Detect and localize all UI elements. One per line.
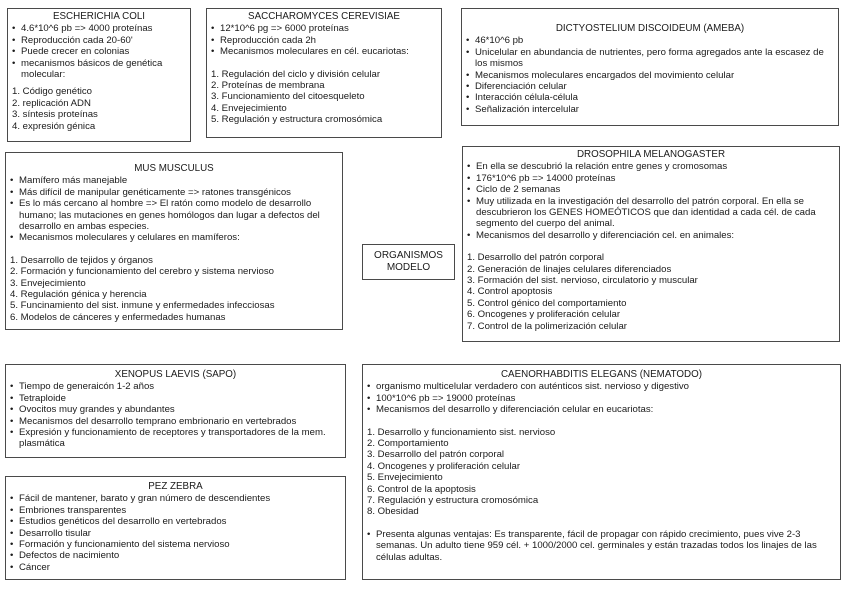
numbered-list <box>12 86 186 132</box>
list-item: 3. Formación del sist. nervioso, circulatorio y muscular <box>467 275 698 287</box>
numbered-list <box>367 427 836 518</box>
list-item: 4. Control apoptosis <box>467 286 553 298</box>
numbered-list <box>10 255 338 323</box>
box-title: MUS MUSCULUS <box>134 163 214 174</box>
central-node-line: MODELO <box>386 262 431 273</box>
bullet-list <box>466 35 834 115</box>
bullet-item: • Fácil de mantener, barato y gran número de descendientes <box>10 493 341 504</box>
list-item: 1. Código genético <box>12 86 93 98</box>
central-node-line: ORGANISMOS <box>374 250 443 261</box>
bullet-item: • Es lo más cercano al hombre => El ratón como modelo de desarrollo humano; las mutaciones en genes homólogos dan lugar a defectos del desarrollo en ambas especies. <box>10 198 338 232</box>
bullet-item: • 176*10^6 pb => 14000 proteínas <box>467 173 835 184</box>
list-item: 3. Envejecimiento <box>10 277 86 289</box>
list-item: 2. replicación ADN <box>12 97 91 109</box>
list-item: 4. Regulación génica y herencia <box>10 289 147 301</box>
list-item: 3. Desarrollo del patrón corporal <box>367 449 505 461</box>
box-mus-musculus <box>5 152 343 330</box>
bullet-list <box>367 529 836 563</box>
list-item: 2. Generación de linajes celulares diferenciados <box>467 263 672 275</box>
bullet-item: • Mecanismos del desarrollo y diferenciación celular en eucariotas: <box>367 404 836 415</box>
bullet-item: • Mecanismos del desarrollo y diferenciación cel. en animales: <box>467 230 835 241</box>
bullet-item: • mecanismos básicos de genética molecular: <box>12 58 186 81</box>
box-caenorhabditis-elegans <box>362 364 841 580</box>
bullet-item: • Muy utilizada en la investigación del desarrollo del patrón corporal. En ella se descubrieron los GENES HOMEÓTICOS que dan identidad a cada cél. de cada segmento del cuerpo del animal. <box>467 196 835 230</box>
bullet-item: • En ella se descubrió la relación entre genes y cromosomas <box>467 161 835 172</box>
list-item: 2. Formación y funcionamiento del cerebro y sistema nervioso <box>10 266 274 278</box>
list-item: 8. Obesidad <box>367 506 419 518</box>
list-item: 3. síntesis proteínas <box>12 109 98 121</box>
list-item: 2. Proteínas de membrana <box>211 80 325 92</box>
box-dictyostelium-discoideum <box>461 8 839 126</box>
bullet-item: • Mecanismos moleculares en cél. eucariotas: <box>211 46 437 57</box>
bullet-item: • Reproducción cada 20-60' <box>12 35 186 46</box>
box-title: PEZ ZEBRA <box>148 481 203 492</box>
list-item: 6. Oncogenes y proliferación celular <box>467 309 621 321</box>
list-item: 1. Desarrollo del patrón corporal <box>467 252 605 264</box>
bullet-item: • Tetraploide <box>10 393 341 404</box>
list-item: 1. Regulación del ciclo y división celular <box>211 68 381 80</box>
box-pez-zebra <box>5 476 346 580</box>
bullet-list <box>10 381 341 449</box>
bullet-item: • 46*10^6 pb <box>466 35 834 46</box>
list-item: 7. Control de la polimerización celular <box>467 320 627 332</box>
list-item: 1. Desarrollo de tejidos y órganos <box>10 254 153 266</box>
list-item: 6. Modelos de cánceres y enfermedades humanas <box>10 311 226 323</box>
bullet-list <box>10 493 341 573</box>
bullet-item: • Unicelular en abundancia de nutrientes, pero forma agregados ante la escasez de los mismos <box>466 47 834 70</box>
list-item: 5. Funcinamiento del sist. inmune y enfermedades infecciosas <box>10 300 275 312</box>
box-title: XENOPUS LAEVIS (SAPO) <box>114 369 237 380</box>
bullet-list <box>467 161 835 241</box>
bullet-item: • Defectos de nacimiento <box>10 550 341 561</box>
bullet-list <box>367 381 836 415</box>
box-saccharomyces-cerevisiae <box>206 8 442 138</box>
list-item: 2. Comportamiento <box>367 438 449 450</box>
bullet-item: • Embriones transparentes <box>10 505 341 516</box>
bullet-item: • 100*10^6 pb => 19000 proteínas <box>367 393 836 404</box>
list-item: 5. Envejecimiento <box>367 472 443 484</box>
list-item: 7. Regulación y estructura cromosómica <box>367 495 539 507</box>
bullet-item: • Expresión y funcionamiento de receptores y transportadores de la mem. plasmática <box>10 427 341 450</box>
bullet-item: • Mamífero más manejable <box>10 175 338 186</box>
bullet-item: • Mecanismos moleculares y celulares en mamíferos: <box>10 232 338 243</box>
box-title: DICTYOSTELIUM DISCOIDEUM (AMEBA) <box>555 23 745 34</box>
bullet-item: • Ciclo de 2 semanas <box>467 184 835 195</box>
bullet-item: • organismo multicelular verdadero con auténticos sist. nervioso y digestivo <box>367 381 836 392</box>
box-escherichia-coli <box>7 8 191 142</box>
bullet-item: • Cáncer <box>10 562 341 573</box>
bullet-item: • Más difícil de manipular genéticamente => ratones transgénicos <box>10 187 338 198</box>
bullet-item: • Mecanismos del desarrollo temprano embrionario en vertebrados <box>10 416 341 427</box>
list-item: 4. Envejecimiento <box>211 102 287 114</box>
list-item: 5. Regulación y estructura cromosómica <box>211 114 383 126</box>
bullet-list <box>211 23 437 57</box>
list-item: 4. expresión génica <box>12 120 96 132</box>
list-item: 3. Funcionamiento del citoesqueleto <box>211 91 365 103</box>
bullet-item: • Mecanismos moleculares encargados del movimiento celular <box>466 70 834 81</box>
box-xenopus-laevis <box>5 364 346 458</box>
numbered-list <box>211 69 437 126</box>
box-title: SACCHAROMYCES CEREVISIAE <box>248 11 400 22</box>
bullet-item: • Presenta algunas ventajas: Es transparente, fácil de propagar con rápido crecimiento, pues vive 2-3 semanas. Un adulto tiene 959 cél. + 1000/2000 cel. germinales y están trazadas todos los linajes de las células adultas. <box>367 529 836 563</box>
bullet-item: • Formación y funcionamiento del sistema nervioso <box>10 539 341 550</box>
bullet-item: • Diferenciación celular <box>466 81 834 92</box>
bullet-item: • 12*10^6 pg => 6000 proteínas <box>211 23 437 34</box>
box-title: DROSOPHILA MELANOGASTER <box>576 149 726 160</box>
list-item: 1. Desarrollo y funcionamiento sist. nervioso <box>367 426 556 438</box>
box-drosophila-melanogaster <box>462 146 840 342</box>
bullet-list <box>10 175 338 243</box>
bullet-item: • 4.6*10^6 pb => 4000 proteínas <box>12 23 186 34</box>
list-item: 6. Control de la apoptosis <box>367 483 476 495</box>
bullet-item: • Ovocitos muy grandes y abundantes <box>10 404 341 415</box>
list-item: 5. Control génico del comportamiento <box>467 297 627 309</box>
bullet-item: • Tiempo de generaicón 1-2 años <box>10 381 341 392</box>
bullet-item: • Puede crecer en colonias <box>12 46 186 57</box>
bullet-item: • Interacción célula-célula <box>466 92 834 103</box>
list-item: 4. Oncogenes y proliferación celular <box>367 460 521 472</box>
box-title: CAENORHABDITIS ELEGANS (NEMATODO) <box>500 369 703 380</box>
central-node-organismos-modelo <box>362 244 455 280</box>
numbered-list <box>467 252 835 332</box>
bullet-item: • Estudios genéticos del desarrollo en vertebrados <box>10 516 341 527</box>
box-title: ESCHERICHIA COLI <box>52 11 145 22</box>
bullet-list <box>12 23 186 80</box>
bullet-item: • Señalización intercelular <box>466 104 834 115</box>
bullet-item: • Reproducción cada 2h <box>211 35 437 46</box>
bullet-item: • Desarrollo tisular <box>10 528 341 539</box>
